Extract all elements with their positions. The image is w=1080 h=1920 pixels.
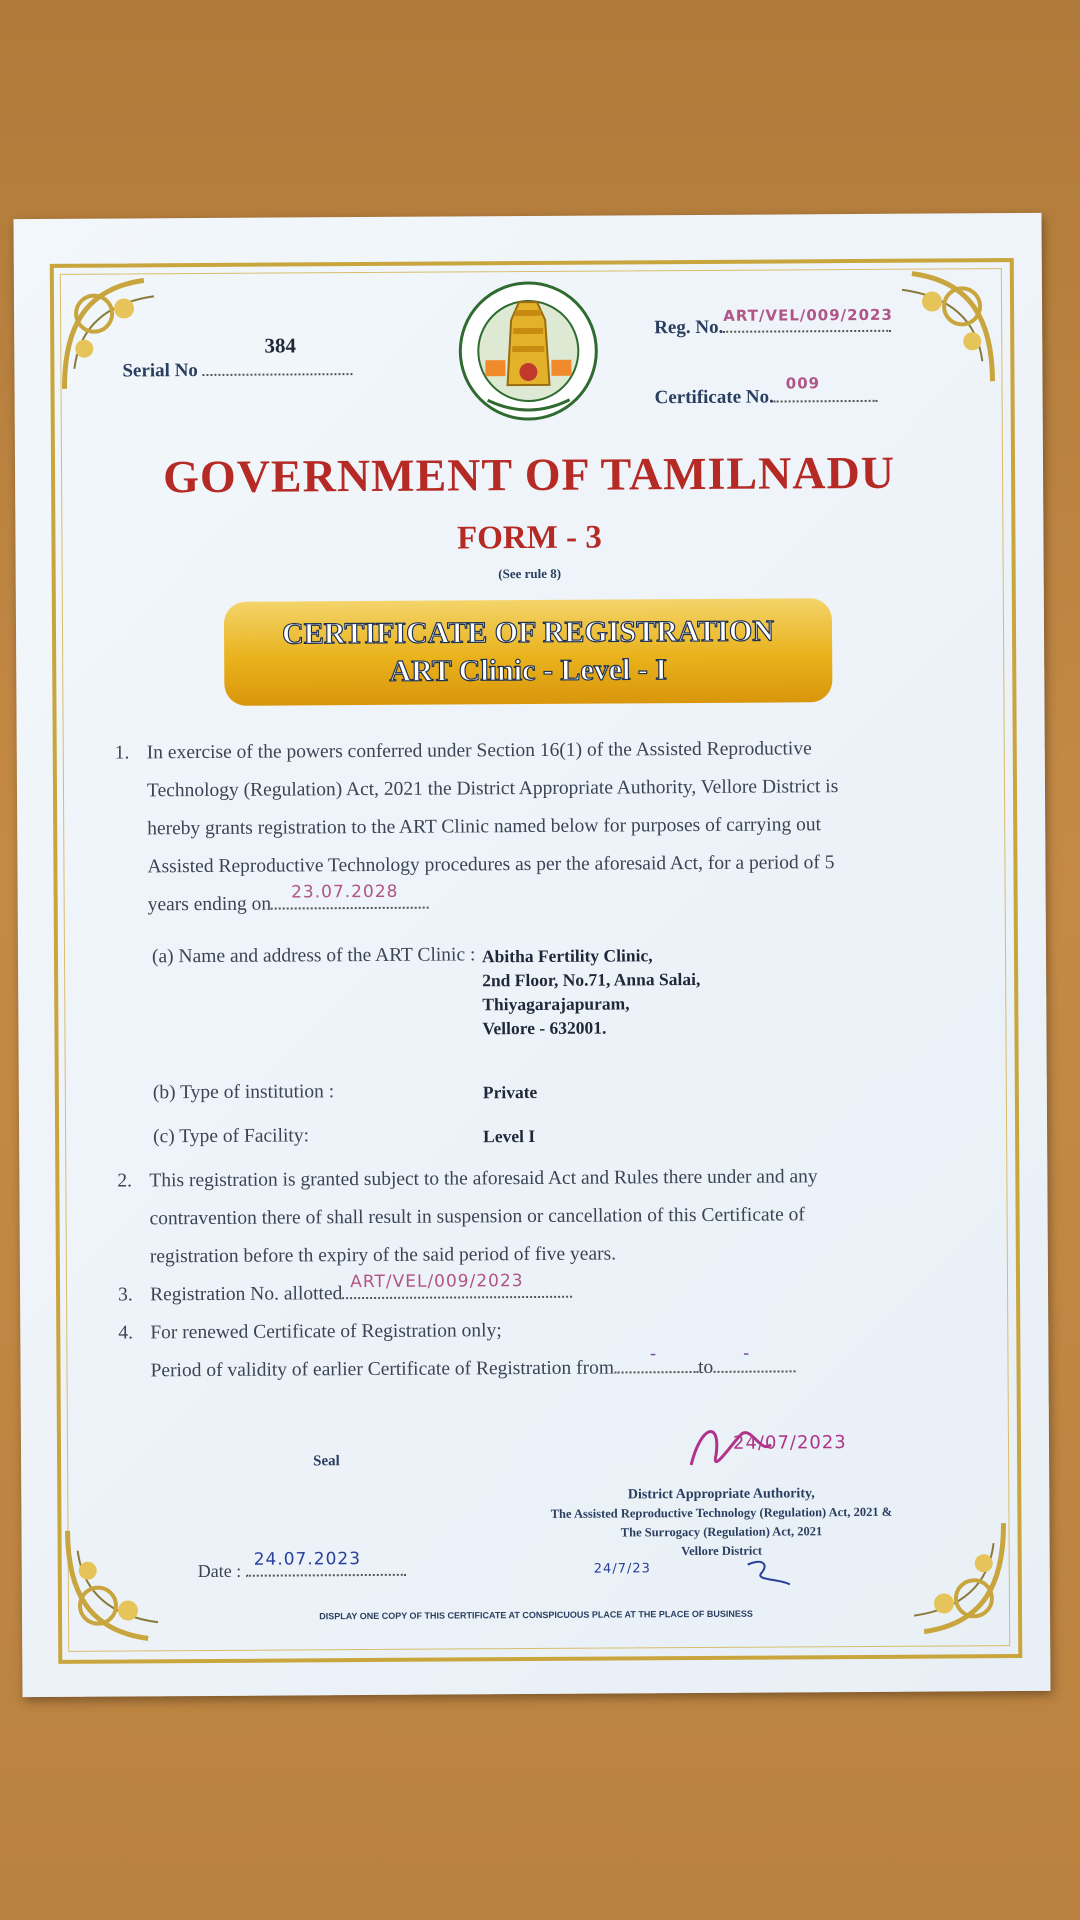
initial-icon — [740, 1554, 800, 1594]
initial-date: 24/7/23 — [593, 1561, 651, 1577]
clause-1-line: hereby grants registration to the ART Clinic named below for purposes of carrying out — [147, 814, 822, 840]
issue-date — [198, 1551, 406, 1590]
clause-4-line: For renewed Certificate of Registration only; — [150, 1320, 502, 1344]
banner-line-2: ART Clinic - Level - I — [389, 653, 668, 688]
authority-line: Vellore District — [681, 1543, 763, 1559]
serial-label: Serial No — [122, 360, 198, 382]
seal-label: Seal — [313, 1453, 340, 1470]
authority-line: District Appropriate Authority, — [627, 1486, 815, 1503]
institution-type-label: (b) Type of institution : — [152, 1081, 335, 1104]
banner-line-1: CERTIFICATE OF REGISTRATION — [282, 614, 775, 651]
reg-number — [654, 305, 893, 339]
page-title: GOVERNMENT OF TAMILNADU — [163, 446, 896, 503]
issue-date-label: Date : — [197, 1560, 242, 1582]
corner-ornament-icon — [57, 1520, 188, 1651]
form-number: FORM - 3 — [456, 519, 602, 557]
serial-number — [122, 333, 352, 382]
clinic-address-line: 2nd Floor, No.71, Anna Salai, — [482, 968, 701, 991]
clinic-address-line: Thiyagarajapuram, — [482, 993, 630, 1015]
clause-4 — [150, 1309, 970, 1390]
clause-1 — [147, 729, 968, 924]
validity-to: - — [743, 1343, 751, 1364]
clause-2-line: This registration is granted subject to the aforesaid Act and Rules there under and any — [149, 1166, 818, 1192]
cert-value: 009 — [785, 374, 821, 393]
authority-block — [491, 1483, 951, 1562]
clause-3-number: 3. — [118, 1284, 133, 1306]
reg-value: ART/VEL/009/2023 — [723, 305, 893, 325]
clause-1-line: Assisted Reproductive Technology procedures as per the aforesaid Act, for a period of 5 — [147, 852, 835, 878]
reg-label: Reg. No. — [654, 316, 724, 339]
validity-from: - — [649, 1344, 658, 1365]
corner-ornament-icon — [872, 261, 1003, 392]
certificate-banner — [224, 598, 833, 706]
serial-value: 384 — [264, 333, 297, 358]
clinic-name-label: (a) Name and address of the ART Clinic : — [151, 944, 476, 968]
certificate-paper — [13, 213, 1050, 1697]
clause-2 — [149, 1157, 970, 1276]
clause-2-line: registration before th expiry of the said period of five years. — [149, 1243, 617, 1268]
registration-number-value: ART/VEL/009/2023 — [350, 1271, 524, 1293]
state-emblem-icon — [457, 280, 600, 423]
clause-2-line: contravention there of shall result in suspension or cancellation of this Certificate of — [149, 1204, 805, 1230]
clause-4-number: 4. — [118, 1322, 133, 1344]
facility-type-value: Level I — [483, 1125, 536, 1147]
clinic-address-line: Vellore - 632001. — [482, 1017, 607, 1039]
clause-1-last-line: years ending on 23.07.2028 — [148, 881, 968, 924]
facility-type-label: (c) Type of Facility: — [153, 1125, 310, 1148]
issue-date-value: 24.07.2023 — [253, 1549, 362, 1570]
signature-date: 24/07/2023 — [732, 1432, 847, 1454]
clause-2-number: 2. — [117, 1170, 133, 1192]
certificate-number — [654, 374, 878, 409]
authority-line: The Surrogacy (Regulation) Act, 2021 — [620, 1524, 823, 1540]
clinic-address — [482, 943, 701, 1040]
end-date: 23.07.2028 — [291, 881, 399, 903]
clause-1-line: In exercise of the powers conferred under Section 16(1) of the Assisted Reproductive — [146, 738, 812, 764]
clause-3: Registration No. allotted ART/VEL/009/2023 — [150, 1274, 572, 1315]
cert-label: Certificate No. — [654, 386, 774, 409]
clause-1-line: Technology (Regulation) Act, 2021 the District Appropriate Authority, Vellore District is — [146, 776, 839, 802]
clause-4-validity: Period of validity of earlier Certificate of Registration from - to - — [150, 1347, 970, 1390]
rule-reference: (See rule 8) — [498, 565, 562, 582]
clinic-address-line: Abitha Fertility Clinic, — [481, 945, 653, 967]
institution-type-value: Private — [482, 1081, 538, 1103]
authority-line: The Assisted Reproductive Technology (Regulation) Act, 2021 & — [550, 1504, 893, 1521]
clause-1-number: 1. — [114, 742, 130, 764]
display-notice: DISPLAY ONE COPY OF THIS CERTIFICATE AT CONSPICUOUS PLACE AT THE PLACE OF BUSINESS — [319, 1608, 753, 1622]
